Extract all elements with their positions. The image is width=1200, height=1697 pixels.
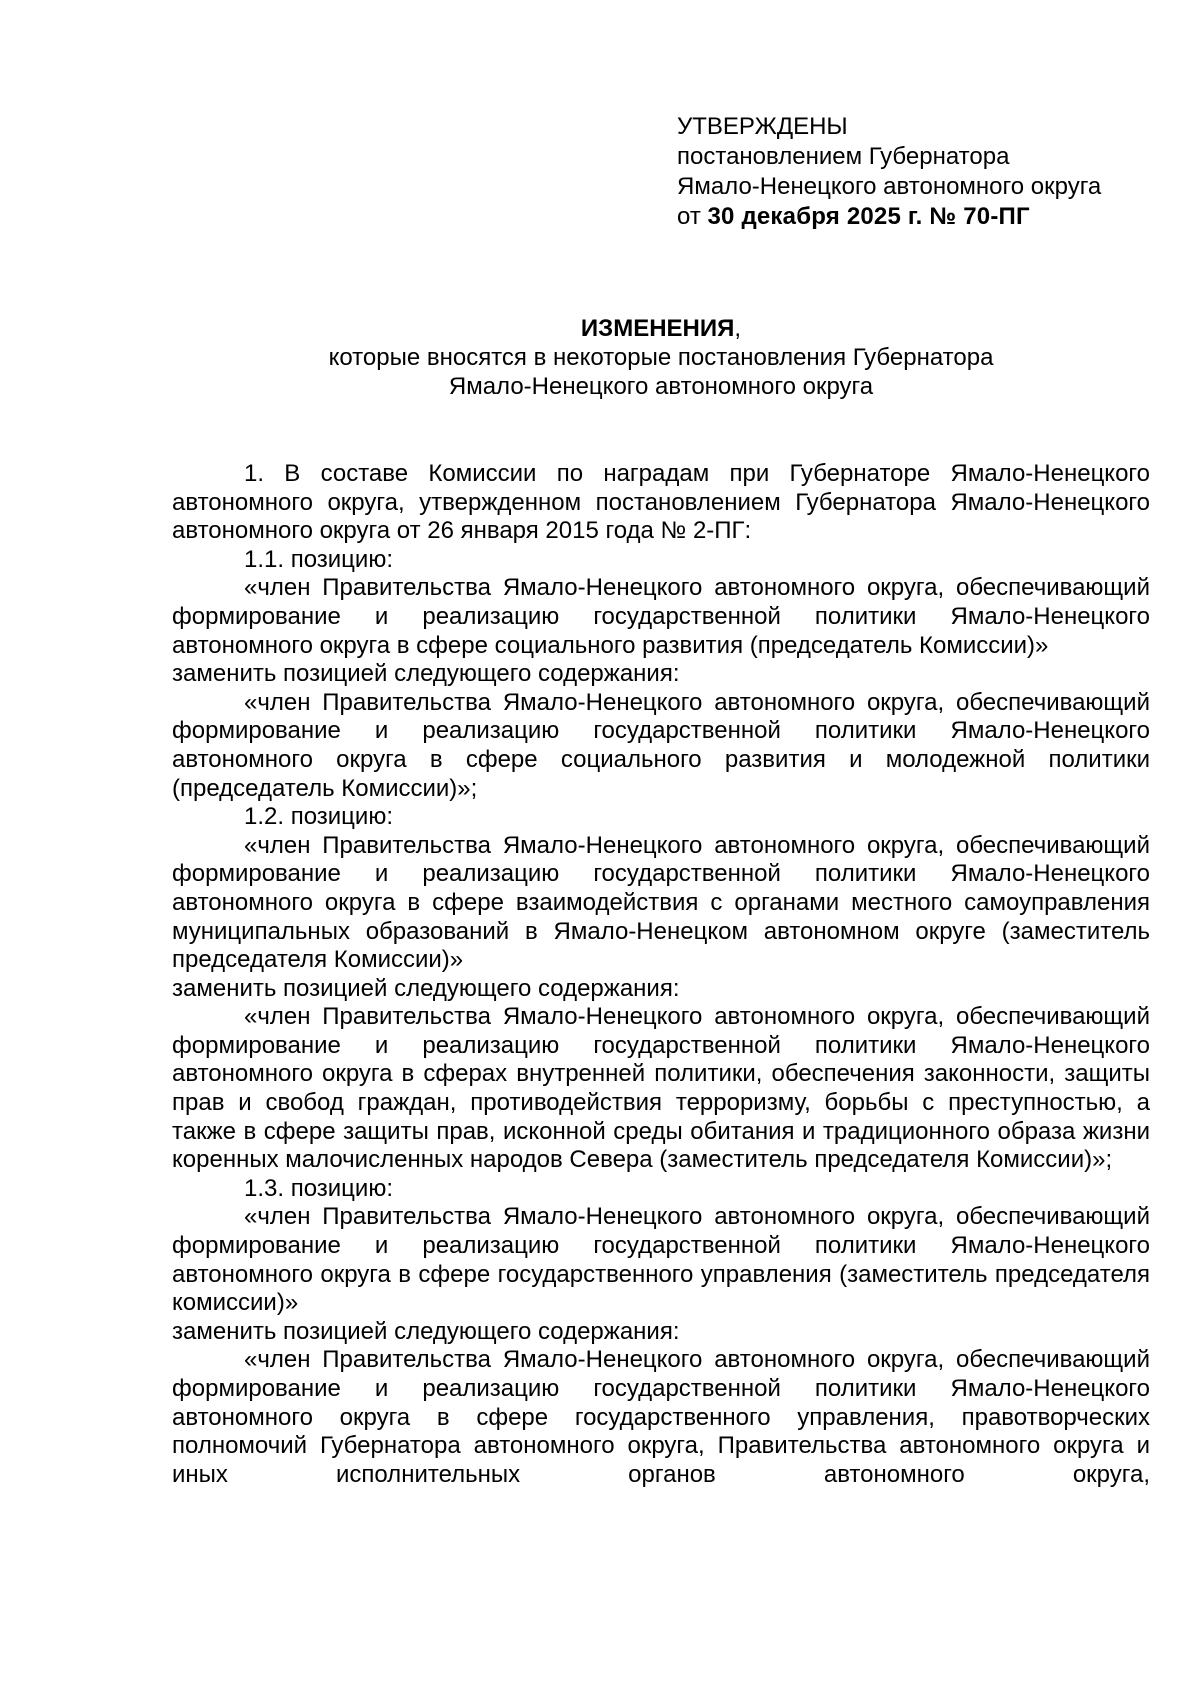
document-body bbox=[172, 460, 1150, 1489]
title-line-2: которые вносятся в некоторые постановления Губернатора bbox=[328, 344, 994, 371]
approval-line-1: постановлением Губернатора bbox=[677, 143, 1010, 170]
paragraph-replace-3: заменить позицией следующего содержания: bbox=[172, 1317, 680, 1345]
title-word: ИЗМЕНЕНИЯ bbox=[580, 315, 735, 342]
document-title bbox=[172, 314, 1150, 401]
approval-date-number: 30 декабря 2025 г. № 70-ПГ bbox=[707, 203, 1030, 230]
paragraph-replace-2: заменить позицией следующего содержания: bbox=[172, 974, 680, 1002]
approval-line-2: Ямало-Ненецкого автономного округа bbox=[677, 173, 1102, 200]
approved-heading: УТВЕРЖДЕНЫ bbox=[677, 113, 848, 140]
paragraph-1-1-heading: 1.1. позицию: bbox=[244, 545, 394, 573]
paragraph-1-1-new-position: «член Правительства Ямало-Ненецкого автономного округа, обеспечивающий формирование и реализацию государственной политики Ямало-Ненецкого автономного округа в сфере социального развития и молодежной политики (председатель Комиссии)»; bbox=[172, 688, 1150, 802]
paragraph-1-3-new-position: «член Правительства Ямало-Ненецкого автономного округа, обеспечивающий формирование и реализацию государственной политики Ямало-Ненецкого автономного округа в сфере государственного управления, правотворческих полномочий Губернатора автономного округа, Правительства автономного округа и иных исполнительных органов автономного округа, bbox=[172, 1346, 1150, 1488]
paragraph-1-2-old-position: «член Правительства Ямало-Ненецкого автономного округа, обеспечивающий формирование и реализацию государственной политики Ямало-Ненецкого автономного округа в сфере взаимодействия с органами местного самоуправления муниципальных образований в Ямало-Ненецком автономном округе (заместитель председателя Комиссии)» bbox=[172, 831, 1150, 974]
title-line-1 bbox=[172, 314, 1150, 343]
approval-date-prefix: от bbox=[677, 203, 701, 230]
paragraph-1: 1. В составе Комиссии по наградам при Губернаторе Ямало-Ненецкого автономного округа, утвержденном постановлением Губернатора Ямало-Ненецкого автономного округа от 26 января 2015 года № 2-ПГ: bbox=[172, 460, 1150, 545]
paragraph-replace-1: заменить позицией следующего содержания: bbox=[172, 660, 680, 688]
paragraph-1-2-new-position: «член Правительства Ямало-Ненецкого автономного округа, обеспечивающий формирование и реализацию государственной политики Ямало-Ненецкого автономного округа в сферах внутренней политики, обеспечения законности, защиты прав и свобод граждан, противодействия терроризму, борьбы с преступностью, а также в сфере защиты прав, исконной среды обитания и традиционного образа жизни коренных малочисленных народов Севера (заместитель председателя Комиссии)»; bbox=[172, 1003, 1150, 1174]
approval-line-3 bbox=[677, 202, 1157, 232]
approval-block bbox=[677, 112, 1157, 232]
title-comma: , bbox=[734, 315, 742, 342]
paragraph-1-3-old-position: «член Правительства Ямало-Ненецкого автономного округа, обеспечивающий формирование и реализацию государственной политики Ямало-Ненецкого автономного округа в сфере государственного управления (заместитель председателя комиссии)» bbox=[172, 1203, 1150, 1317]
paragraph-1-3-heading: 1.3. позицию: bbox=[244, 1174, 394, 1202]
title-line-3: Ямало-Ненецкого автономного округа bbox=[448, 373, 874, 400]
paragraph-1-1-old-position: «член Правительства Ямало-Ненецкого автономного округа, обеспечивающий формирование и реализацию государственной политики Ямало-Ненецкого автономного округа в сфере социального развития (председатель Комиссии)» bbox=[172, 574, 1150, 659]
paragraph-1-2-heading: 1.2. позицию: bbox=[244, 803, 394, 831]
